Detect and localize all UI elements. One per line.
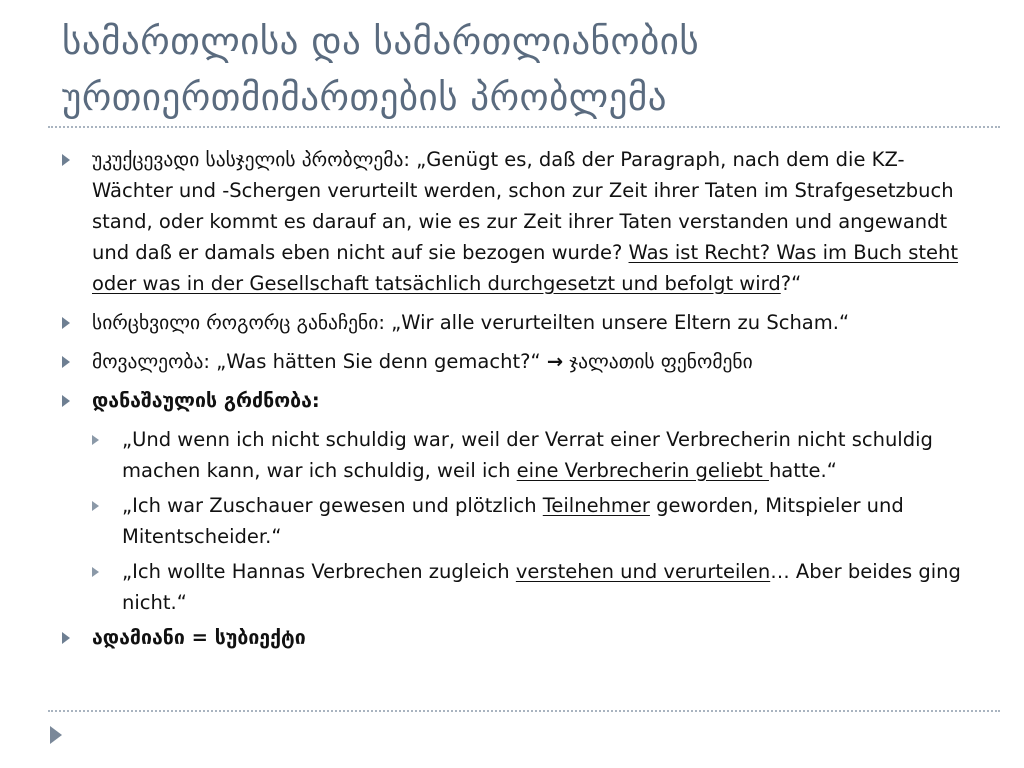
item-text: „Was hätten Sie denn gemacht?“ (216, 350, 547, 373)
item-tail: ჯალათის ფენომენი (563, 350, 753, 373)
item-label: სირცხვილი როგორც განაჩენი: (92, 311, 392, 334)
item-label: მოვალეობა: (92, 350, 217, 373)
underlined-text: Was ist Recht? Was im Buch steht oder was in der Gesellschaft tatsächlich durchgesetzt und befolgt wird (92, 241, 959, 295)
sub-item-text-end: hatte.“ (768, 459, 837, 482)
bullet-arrow-icon (62, 154, 70, 166)
underlined-text: verstehen und verurteilen (515, 560, 771, 583)
item-text: „Wir alle verurteilten unsere Eltern zu Scham.“ (391, 311, 850, 334)
item-text: „Genügt es, daß der Paragraph, nach dem die KZ-Wächter und -Schergen verurteilt werden, schon zur Zeit ihrer Taten im Strafgesetzbuch stand, oder kommt es darauf an, wie es zur Zeit ihrer Taten verstanden und angewandt und daß er damals eben nicht auf sie bezogen wurde? (92, 148, 954, 264)
sub-bullet-arrow-icon (92, 435, 99, 445)
bullet-item-shame (60, 307, 970, 338)
arrow-symbol: → (546, 350, 564, 373)
item-label: ადამიანი = სუბიექტი (92, 626, 306, 649)
slide-title: სამართლისა და სამართლიანობის ურთიერთმიმართების პრობლემა (62, 20, 700, 119)
bullet-item-duty (60, 346, 970, 377)
sub-item-text: „Ich wollte Hannas Verbrechen zugleich (122, 560, 516, 583)
bullet-arrow-icon (62, 356, 70, 368)
item-label: დანაშაულის გრძნობა: (92, 389, 320, 412)
sub-item-text-end: geworden, Mitspieler und Mitentscheider.“ (122, 494, 904, 548)
sub-bullet-arrow-icon (92, 501, 99, 511)
slide-corner-arrow-icon (50, 726, 62, 744)
bullet-item-guilt (60, 385, 970, 416)
underlined-text: Teilnehmer (542, 494, 650, 517)
underlined-text: eine Verbrecherin geliebt (516, 459, 769, 482)
item-text-end: ?“ (780, 272, 802, 295)
sub-item-text-end: … Aber beides ging nicht.“ (122, 560, 961, 614)
bullet-arrow-icon (62, 395, 70, 407)
footer-divider (48, 710, 1000, 712)
bullet-item-human-subject (60, 622, 970, 653)
bullet-arrow-icon (62, 632, 70, 644)
title-divider (48, 126, 1000, 128)
sub-bullet-arrow-icon (92, 567, 99, 577)
sub-item-quote-1 (90, 424, 970, 486)
item-label: უკუქცევადი სასჯელის პრობლემა: (92, 148, 417, 171)
slide-content (60, 144, 970, 661)
sub-item-text: „Und wenn ich nicht schuldig war, weil der Verrat einer Verbrecherin nicht schuldig machen kann, war ich schuldig, weil ich (122, 428, 933, 482)
sub-item-quote-2 (90, 490, 970, 552)
bullet-item-retroactive (60, 144, 970, 299)
bullet-arrow-icon (62, 317, 70, 329)
sub-item-quote-3 (90, 556, 970, 618)
sub-item-text: „Ich war Zuschauer gewesen und plötzlich (122, 494, 543, 517)
